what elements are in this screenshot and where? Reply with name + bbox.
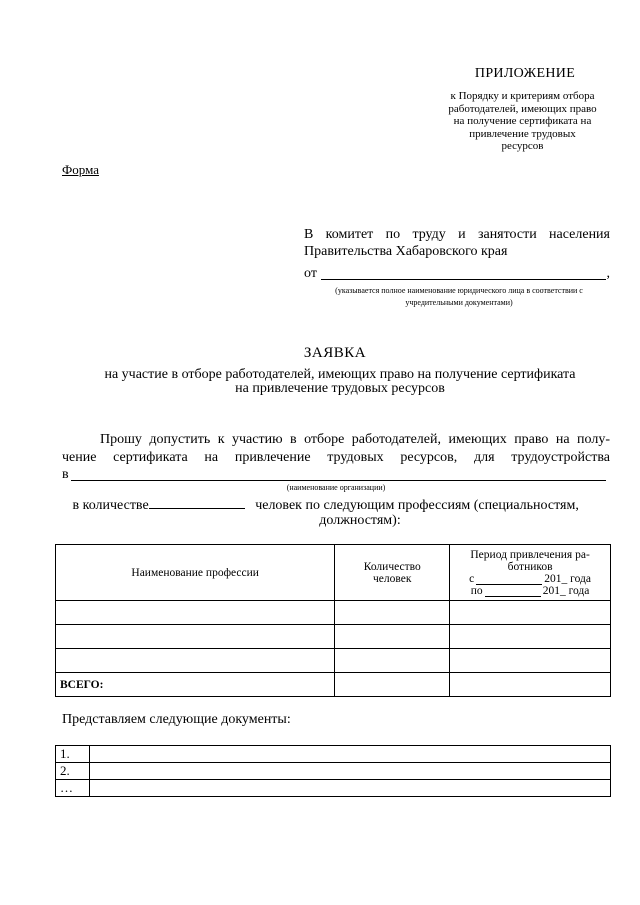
header-quantity-line: Количество [363, 560, 421, 573]
period-from-row [454, 573, 606, 585]
applicant-name-field[interactable] [321, 266, 606, 280]
organization-row [62, 466, 606, 483]
header-period-line: Период привлечения ра- [470, 548, 590, 561]
document-cell[interactable] [90, 763, 611, 780]
appendix-line: к Порядку и критериям отбора [450, 90, 595, 102]
header-period-line: ботников [507, 560, 553, 573]
document-row [56, 780, 611, 797]
count-suffix: человек по следующим профессиям (специальностям, [255, 498, 579, 513]
period-cell[interactable] [450, 649, 611, 673]
applicant-name-note [300, 285, 618, 309]
total-quantity-cell[interactable] [335, 673, 450, 697]
from-label: от [304, 266, 317, 281]
period-to-row [454, 585, 606, 597]
profession-cell[interactable] [56, 649, 335, 673]
appendix-title: ПРИЛОЖЕНИЕ [474, 66, 576, 81]
addressee-line-1: В комитет по труду и занятости населения [304, 227, 610, 242]
count-row-continuation: должностям): [319, 513, 401, 528]
organization-note: (наименование организации) [286, 483, 386, 492]
from-comma: , [606, 266, 610, 281]
professions-table [55, 544, 611, 697]
period-to-label: по [470, 584, 483, 597]
period-from-year: 201_ года [544, 572, 591, 585]
quantity-cell[interactable] [335, 625, 450, 649]
subtitle-line: на участие в отборе работодателей, имеющих право на получение сертификата [104, 367, 576, 382]
total-period-cell[interactable] [450, 673, 611, 697]
document-cell[interactable] [90, 746, 611, 763]
header-profession: Наименование профессии [56, 545, 335, 601]
document-row [56, 763, 611, 780]
header-quantity [335, 545, 450, 601]
quantity-cell[interactable] [335, 649, 450, 673]
quantity-cell[interactable] [335, 601, 450, 625]
table-header-row [56, 545, 611, 601]
count-row [62, 496, 610, 514]
table-row [56, 601, 611, 625]
document-number: 2. [56, 763, 90, 780]
organization-name-field[interactable] [71, 466, 606, 481]
documents-title: Представляем следующие документы: [62, 712, 291, 727]
subtitle-line: на привлечение трудовых ресурсов [235, 381, 445, 396]
appendix-line: привлечение трудовых [469, 127, 576, 140]
period-to-field[interactable] [485, 586, 541, 597]
document-cell[interactable] [90, 780, 611, 797]
document-number: 1. [56, 746, 90, 763]
appendix-line: работодателей, имеющих право [448, 102, 597, 115]
note-line: (указывается полное наименование юридического лица в соответствии с [335, 286, 583, 295]
period-from-label: с [469, 572, 475, 585]
header-quantity-line: человек [373, 572, 412, 585]
employee-count-field[interactable] [149, 496, 245, 509]
period-cell[interactable] [450, 601, 611, 625]
appendix-reference [425, 90, 620, 153]
in-label: в [62, 467, 69, 482]
profession-cell[interactable] [56, 625, 335, 649]
form-label: Форма [62, 162, 99, 177]
appendix-line: на получение сертификата на [453, 115, 592, 127]
addressee-line-2: Правительства Хабаровского края [304, 244, 508, 259]
request-line-2: чение сертификата на привлечение трудовых ресурсов, для трудоустройства [62, 450, 610, 465]
document-title: ЗАЯВКА [303, 345, 367, 361]
document-row [56, 746, 611, 763]
from-row [304, 266, 610, 282]
appendix-line: ресурсов [501, 140, 544, 152]
total-label: ВСЕГО: [56, 673, 335, 697]
document-number: … [56, 780, 90, 797]
documents-table [55, 745, 611, 797]
note-line: учредительными документами) [405, 298, 513, 307]
table-row [56, 625, 611, 649]
period-to-year: 201_ года [542, 584, 590, 597]
request-line-1: Прошу допустить к участию в отборе работодателей, имеющих право на полу- [100, 432, 610, 447]
profession-cell[interactable] [56, 601, 335, 625]
period-cell[interactable] [450, 625, 611, 649]
count-prefix: в количестве [72, 498, 149, 513]
total-row [56, 673, 611, 697]
table-row [56, 649, 611, 673]
period-from-field[interactable] [476, 574, 542, 585]
document-subtitle [60, 368, 620, 396]
header-period [450, 545, 611, 601]
